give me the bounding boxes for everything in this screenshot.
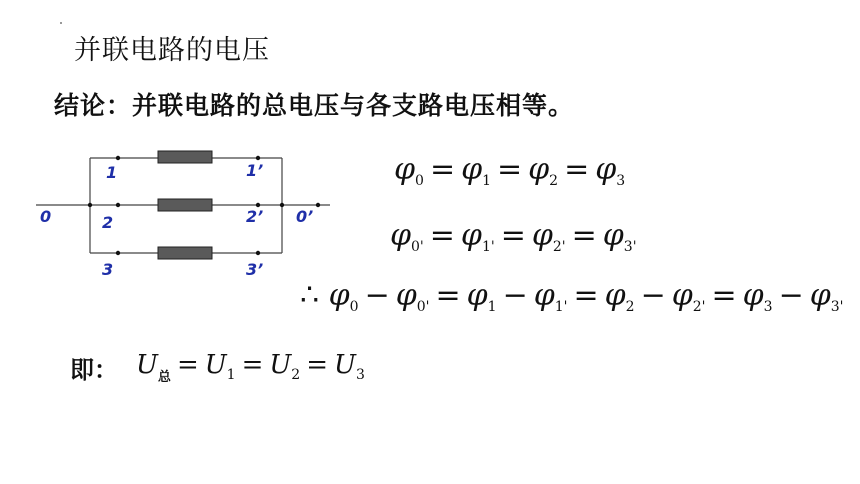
subscript: 2 [291,367,301,383]
subscript: 1' [481,239,495,255]
subscript: 0' [416,299,430,315]
node-label-0: 0 [40,207,52,226]
subscript: 3 [355,367,365,383]
node-label-2-prime: 2’ [246,207,264,226]
therefore-symbol: ∴ [300,278,320,313]
subscript: 3' [830,299,844,315]
subscript: 1 [482,173,492,189]
resistor-1 [158,151,212,163]
subscript: 3' [623,239,637,255]
equation-prime-node-potentials: $\varphi_{0'} = \varphi_{1'} = \varphi_{2'} = \varphi_{3'}$ [390,218,637,255]
subscript-total: 总 [157,370,171,385]
subscript: 3 [616,173,626,189]
equation-voltages: $U_总 = U_1 = U_2 = U_3$ [136,350,365,385]
page-title: 并联电路的电压 [74,35,270,66]
subscript: 1 [487,299,497,315]
node-label-0-prime: 0’ [296,207,314,226]
subscript: 0 [349,299,359,315]
subscript: 0' [411,239,424,255]
subscript: 2' [552,239,566,255]
node-label-2: 2 [102,213,114,232]
resistor-2 [158,199,212,211]
subscript: 2' [692,299,706,315]
subscript: 1 [226,367,236,383]
node-label-1: 1 [106,163,118,182]
node-label-1-prime: 1’ [246,161,264,180]
subscript: 1' [554,299,568,315]
conclusion-text: 结论：并联电路的总电压与各支路电压相等。 [54,91,575,120]
subscript: 2 [625,299,635,315]
equation-potential-differences: ∴ $\varphi_0 - \varphi_{0'} = \varphi_1 - \varphi_{1'} = \varphi_2 - \varphi_{2'} = \varphi_3 - \varphi_{3'}$ [300,278,844,315]
node-label-3-prime: 3’ [246,260,264,279]
subscript: 3 [763,299,773,315]
resistor-3 [158,247,212,259]
subscript: 0 [415,173,424,189]
therefore-label: 即： [70,356,118,384]
subscript: 2 [549,173,559,189]
equation-node-potentials: $\varphi_0 = \varphi_1 = \varphi_2 = \varphi_3$ [394,152,626,189]
node-label-3: 3 [102,260,114,279]
